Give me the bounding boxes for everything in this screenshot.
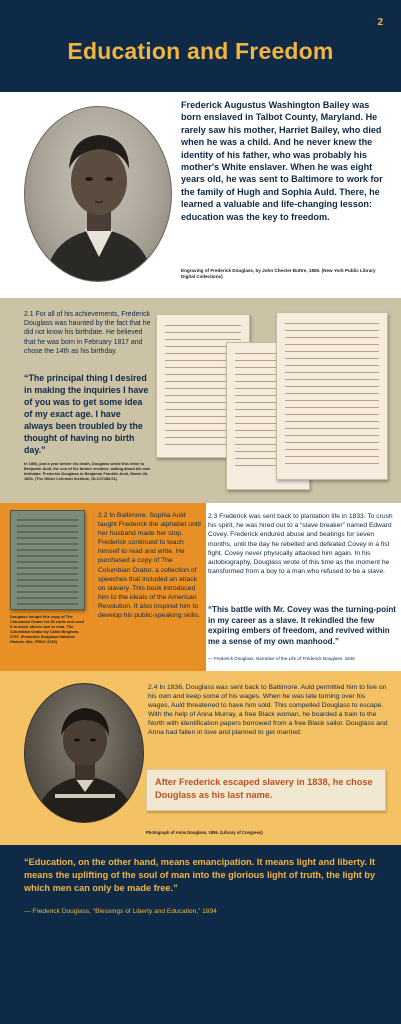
anna-douglass-portrait bbox=[24, 683, 144, 823]
birthdate-paragraph: 2.1 For all of his achievements, Frederick Douglass was haunted by the fact that he did not know his birthdate. He believed that he was born in February 1817 and chose the 14th as his birthday. bbox=[24, 311, 151, 355]
covey-quote: “This battle with Mr. Covey was the turning-point in my career as a slave. It rekindled the few expiring embers of freedom, and revived within me a sense of my own manhood.” bbox=[208, 605, 396, 647]
closing-quote-panel bbox=[0, 845, 401, 1024]
page-header bbox=[0, 0, 401, 92]
anna-caption: Photograph of Anna Douglass, 1859. (Library of Congress) bbox=[146, 830, 263, 835]
name-change-banner bbox=[146, 769, 386, 811]
escape-paragraph: 2.4 In 1836, Douglass was sent back to Baltimore. Auld permitted him to live on his own and keep some of his wages. When he was late turning over his wages, Auld threatened to have him sold. This compelled Douglass to escape. With the help of Anna Murray, a free Black woman, he boarded a train to the North with identification papers borrowed from a free Black sailor. Douglass and Anna had fallen in love and planned to get married. bbox=[148, 684, 388, 737]
frederick-douglass-portrait bbox=[24, 106, 172, 282]
columbian-orator-book bbox=[10, 510, 85, 610]
page-title: Education and Freedom bbox=[67, 38, 334, 64]
section-birth bbox=[0, 92, 401, 298]
closing-quote: “Education, on the other hand, means emancipation. It means light and liberty. It means the uplifting of the soul of man into the glorious light of truth, the light by which men can only be made free.” bbox=[24, 857, 376, 894]
book-caption: Douglass bought this copy of The Columbian Orator for 50 cents and used it to teach others how to read. The Columbian Orator by Caleb Bingham, 1797. (Frederick Douglass National Historic Site, FRDO 4736) bbox=[10, 614, 85, 644]
banner-text: After Frederick escaped slavery in 1838, he chose Douglass as his last name. bbox=[155, 777, 373, 800]
covey-attribution: — Frederick Douglass, Narrative of the Life of Frederick Douglass, 1845 bbox=[208, 656, 355, 661]
closing-attribution: — Frederick Douglass, “Blessings of Liberty and Education,” 1894 bbox=[24, 908, 217, 915]
covey-paragraph: 2.3 Frederick was sent back to plantation life in 1833. To crush his spirit, he was hired out to a “slave breaker” named Edward Covey. Frederick endured abuse and beatings for seven months, until the day he rebelled and defeated Covey in a fist fight. Covey never physically attacked him again. In his autobiography, Douglass wrote of this time as the moment he transformed from a boy to a man who refused to be a slave. bbox=[208, 513, 393, 576]
letter-caption: In 1894, just a year before his death, Douglass wrote this letter to Benjamin Auld, the son of his former enslaver, asking about his own birthdate. Frederick Douglass to Benjamin Franklin Auld, March 28, 1894. (The Gilder Lehrman Institute, GLC07488.01) bbox=[24, 461, 151, 481]
page-number: 2 bbox=[377, 17, 383, 28]
section-covey bbox=[206, 503, 401, 671]
portrait-caption: Engraving of Frederick Douglass, by John Chester Buttre, 1855. (New York Public Library Digital Collections) bbox=[181, 268, 376, 279]
birthdate-quote: “The principal thing I desired in making the inquiries I have of you was to get some idea of my exact age. I have always been troubled by the thought of having no birth day.” bbox=[24, 373, 149, 455]
education-paragraph: 2.2 In Baltimore, Sophia Auld taught Frederick the alphabet until her husband made her stop. Frederick continued to teach himself to read and write. He purchased a copy of The Columbian Orator, a collection of speeches that included an attack on slavery. This book introduced him to the ideals of the American Revolution. It also inspired him to develop his public-speaking skills. bbox=[98, 512, 201, 620]
portrait-engraving-image bbox=[25, 107, 172, 282]
section-education bbox=[0, 503, 206, 671]
intro-paragraph: Frederick Augustus Washington Bailey was born enslaved in Talbot County, Maryland. He rarely saw his mother, Harriet Bailey, who died when he was a child. And he never knew the identity of his father, who was probably his mother's White enslaver. When he was eight years old, he was sent to Baltimore to work for the family of Hugh and Sophia Auld. There, he learned a valuable and life-changing lesson: education was the key to freedom. bbox=[181, 100, 383, 222]
letter-page-3 bbox=[276, 312, 388, 480]
section-birthdate bbox=[0, 298, 401, 503]
section-escape bbox=[0, 671, 401, 845]
anna-photo-image bbox=[25, 684, 144, 823]
